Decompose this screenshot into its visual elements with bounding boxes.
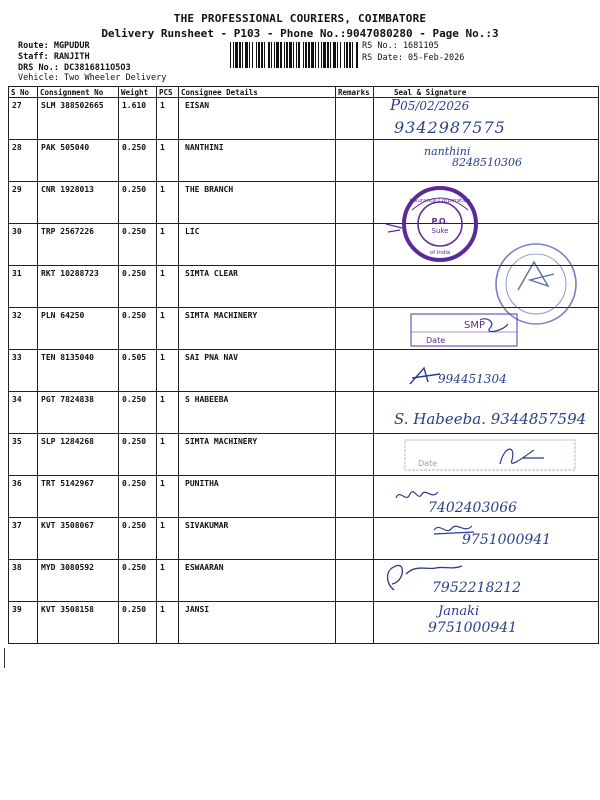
col-weight: Weight: [119, 87, 157, 98]
margin-mark: [4, 648, 5, 668]
col-remarks: Remarks: [336, 87, 374, 98]
cell-pcs: 1: [157, 350, 179, 392]
barcode-bar: [280, 42, 282, 68]
barcode-bar: [308, 42, 310, 68]
cell-weight: 0.250: [119, 434, 157, 476]
cell-weight: 0.250: [119, 392, 157, 434]
barcode-bar: [258, 42, 260, 68]
simta-stamp: [410, 312, 520, 348]
barcode-bar: [346, 42, 348, 68]
barcode-bar: [344, 42, 345, 68]
svg-text:SMP: SMP: [464, 320, 486, 331]
cell-weight: 0.250: [119, 560, 157, 602]
cell-sno: 30: [9, 224, 38, 266]
svg-text:Suke: Suke: [431, 227, 449, 235]
table-header-row: [9, 87, 599, 98]
cell-weight: 0.250: [119, 182, 157, 224]
cell-consignment: CNR 1928013: [38, 182, 119, 224]
col-signature: Seal & Signature: [374, 87, 599, 98]
col-consignee: Consignee Details: [179, 87, 336, 98]
cell-consignment: SLP 1284268: [38, 434, 119, 476]
svg-text:Insurance Corporation: Insurance Corporation: [409, 198, 471, 204]
handwritten-phone: 9751000941: [462, 532, 552, 548]
cell-pcs: 1: [157, 476, 179, 518]
barcode-bar: [315, 42, 316, 68]
barcode-bar: [311, 42, 314, 68]
svg-text:Date: Date: [418, 459, 438, 468]
cell-pcs: 1: [157, 224, 179, 266]
handwritten-phone: 7402403066: [428, 500, 518, 516]
cell-remarks: [336, 434, 374, 476]
cell-sno: 34: [9, 392, 38, 434]
barcode-bar: [239, 42, 241, 68]
cell-consignment: MYD 3080592: [38, 560, 119, 602]
cell-consignee: SIMTA MACHINERY: [179, 308, 336, 350]
cell-consignment: PGT 7824838: [38, 392, 119, 434]
barcode-bar: [321, 42, 322, 68]
barcode-bar: [356, 42, 358, 68]
table-row: [9, 182, 599, 224]
cell-remarks: [336, 602, 374, 644]
cell-weight: 0.250: [119, 602, 157, 644]
barcode-bar: [268, 42, 270, 68]
cell-weight: 0.250: [119, 308, 157, 350]
barcode-bar: [349, 42, 351, 68]
barcode-bar: [264, 42, 265, 68]
cell-consignment: TRP 2567226: [38, 224, 119, 266]
barcode-bar: [323, 42, 326, 68]
col-sno: S No: [9, 87, 38, 98]
barcode-bar: [296, 42, 297, 68]
table-row: [9, 350, 599, 392]
barcode-bar: [298, 42, 300, 68]
cell-consignee: ESWAARAN: [179, 560, 336, 602]
cell-consignee: NANTHINI: [179, 140, 336, 182]
svg-text:P.O.: P.O.: [431, 217, 449, 226]
barcode-bar: [235, 42, 238, 68]
cell-pcs: 1: [157, 266, 179, 308]
company-title: THE PROFESSIONAL COURIERS, COIMBATORE: [173, 12, 427, 25]
runsheet-title: Delivery Runsheet - P103 - Phone No.:9047080280 - Page No.:3: [101, 27, 499, 40]
cell-consignment: TEN 8135040: [38, 350, 119, 392]
barcode-bar: [261, 42, 263, 68]
handwritten-date: P05/02/2026: [390, 96, 470, 114]
cell-consignment: PAK 505040: [38, 140, 119, 182]
barcode-bar: [305, 42, 307, 68]
cell-remarks: [336, 518, 374, 560]
cell-sno: 31: [9, 266, 38, 308]
cell-consignee: LIC: [179, 224, 336, 266]
barcode-bar: [330, 42, 331, 68]
handwritten-phone: 8248510306: [452, 156, 522, 169]
cell-consignee: SIMTA CLEAR: [179, 266, 336, 308]
cell-pcs: 1: [157, 560, 179, 602]
cell-sno: 27: [9, 98, 38, 140]
cell-consignment: SLM 388502665: [38, 98, 119, 140]
cell-sno: 28: [9, 140, 38, 182]
cell-weight: 0.250: [119, 266, 157, 308]
route-label: Route: MGPUDUR: [18, 41, 90, 51]
cell-pcs: 1: [157, 140, 179, 182]
cell-consignee: SIVAKUMAR: [179, 518, 336, 560]
barcode-bar: [284, 42, 285, 68]
barcode-bar: [249, 42, 250, 68]
handwritten-name: nanthini: [424, 145, 471, 158]
barcode-bar: [242, 42, 243, 68]
table-row: [9, 98, 599, 140]
barcode-bar: [276, 42, 279, 68]
rs-date: RS Date: 05-Feb-2026: [362, 53, 465, 63]
handwritten-phone: 7952218212: [432, 580, 522, 596]
cell-remarks: [336, 350, 374, 392]
barcode-bar: [286, 42, 288, 68]
cell-consignment: KVT 3508158: [38, 602, 119, 644]
barcode-bar: [303, 42, 304, 68]
cell-remarks: [336, 140, 374, 182]
cell-consignment: TRT 5142967: [38, 476, 119, 518]
svg-text:of India: of India: [429, 250, 451, 256]
cell-consignee: SAI PNA NAV: [179, 350, 336, 392]
handwritten-name-phone: S. Habeeba. 9344857594: [394, 410, 587, 428]
cell-weight: 0.505: [119, 350, 157, 392]
barcode-bar: [233, 42, 234, 68]
barcode-bar: [230, 42, 231, 68]
cell-pcs: 1: [157, 308, 179, 350]
cell-remarks: [336, 266, 374, 308]
drs-label: DRS No.: DC3816811O5O3: [18, 63, 131, 73]
cell-sno: 35: [9, 434, 38, 476]
cell-weight: 1.610: [119, 98, 157, 140]
barcode-bar: [352, 42, 353, 68]
staff-label: Staff: RANJITH: [18, 52, 90, 62]
cell-sno: 32: [9, 308, 38, 350]
cell-sno: 39: [9, 602, 38, 644]
handwritten-name: Janaki: [438, 604, 480, 619]
cell-consignment: KVT 3508067: [38, 518, 119, 560]
cell-pcs: 1: [157, 182, 179, 224]
barcode-bar: [245, 42, 248, 68]
cell-sno: 36: [9, 476, 38, 518]
barcode-bar: [293, 42, 294, 68]
cell-pcs: 1: [157, 518, 179, 560]
barcode-bar: [327, 42, 329, 68]
cell-consignee: THE BRANCH: [179, 182, 336, 224]
cell-consignee: S HABEEBA: [179, 392, 336, 434]
simta-stamp-2: [404, 436, 580, 474]
runsheet-table: [8, 86, 599, 644]
cell-weight: 0.250: [119, 140, 157, 182]
barcode-bar: [256, 42, 257, 68]
cell-sno: 29: [9, 182, 38, 224]
cell-consignee: PUNITHA: [179, 476, 336, 518]
handwritten-phone: 994451304: [438, 372, 507, 386]
barcode-bar: [274, 42, 275, 68]
barcode-bar: [252, 42, 253, 68]
col-consignment: Consignment No: [38, 87, 119, 98]
cell-sno: 33: [9, 350, 38, 392]
cell-consignment: RKT 10288723: [38, 266, 119, 308]
handwritten-phone: 9342987575: [394, 118, 506, 137]
cell-remarks: [336, 308, 374, 350]
cell-pcs: 1: [157, 98, 179, 140]
cell-sno: 37: [9, 518, 38, 560]
barcode-bar: [289, 42, 292, 68]
svg-text:Date: Date: [426, 336, 446, 345]
cell-consignee: SIMTA MACHINERY: [179, 434, 336, 476]
cell-pcs: 1: [157, 602, 179, 644]
cell-weight: 0.250: [119, 518, 157, 560]
vehicle-label: Vehicle: Two Wheeler Delivery: [18, 73, 167, 83]
barcode-bar: [271, 42, 272, 68]
cell-sno: 38: [9, 560, 38, 602]
cell-pcs: 1: [157, 392, 179, 434]
col-pcs: PCS: [157, 87, 179, 98]
cell-remarks: [336, 392, 374, 434]
barcode-bar: [318, 42, 319, 68]
cell-remarks: [336, 182, 374, 224]
cell-pcs: 1: [157, 434, 179, 476]
barcode-bar: [340, 42, 341, 68]
barcode: [230, 42, 358, 68]
cell-weight: 0.250: [119, 476, 157, 518]
cell-remarks: [336, 560, 374, 602]
cell-consignment: PLN 64250: [38, 308, 119, 350]
cell-remarks: [336, 224, 374, 266]
lic-seal-stamp: [382, 184, 490, 264]
barcode-bar: [337, 42, 338, 68]
rs-number: RS No.: 1681105: [362, 41, 439, 51]
cell-consignee: JANSI: [179, 602, 336, 644]
cell-weight: 0.250: [119, 224, 157, 266]
cell-remarks: [336, 476, 374, 518]
handwritten-phone: 9751000941: [428, 620, 518, 636]
cell-remarks: [336, 98, 374, 140]
cell-consignee: EISAN: [179, 98, 336, 140]
barcode-bar: [333, 42, 336, 68]
